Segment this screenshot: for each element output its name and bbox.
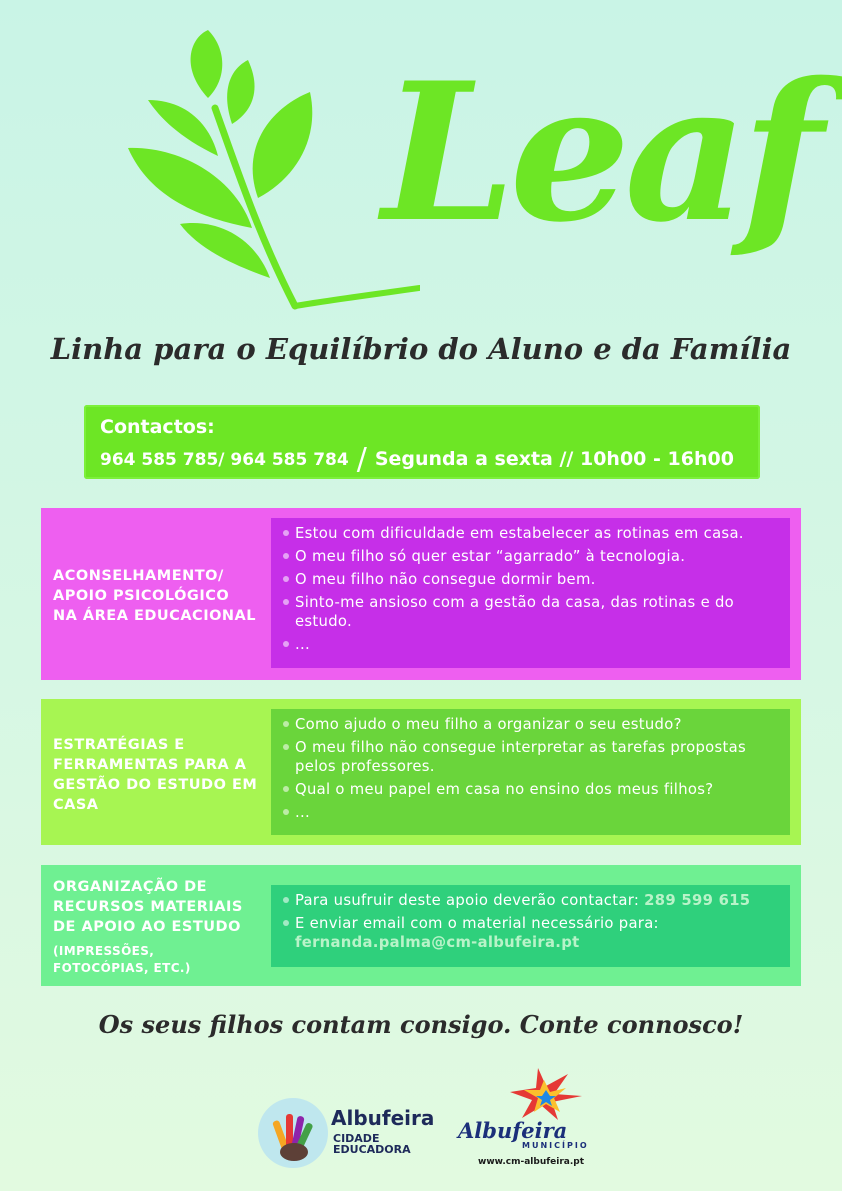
- edu-logo-subtitle: CIDADE EDUCADORA: [333, 1132, 411, 1156]
- list-item: O meu filho não consegue dormir bem.: [283, 570, 780, 589]
- contacts-hours: Segunda a sexta // 10h00 - 16h00: [374, 448, 734, 470]
- support-phone[interactable]: 289 599 615: [644, 892, 751, 909]
- list-item: Para usufruir deste apoio deverão contactar: 289 599 615: [283, 891, 780, 910]
- municipality-star-icon: [508, 1066, 584, 1122]
- list-item: O meu filho não consegue interpretar as tarefas propostas pelos professores.: [283, 738, 780, 776]
- slogan: Os seus filhos contam consigo. Conte connosco!: [98, 1010, 744, 1039]
- leaf-logo: [120, 28, 818, 318]
- list-item: Qual o meu papel em casa no ensino dos meus filhos?: [283, 780, 780, 799]
- page-subtitle: Linha para o Equilíbrio do Aluno e da Família: [50, 332, 792, 366]
- cidade-educadora-logo: [258, 1098, 328, 1168]
- hands-icon: [258, 1098, 328, 1168]
- panel-title: ESTRATÉGIAS E FERRAMENTAS PARA A GESTÃO DO ESTUDO EM CASA: [53, 737, 258, 813]
- panel-material-resources: [41, 865, 801, 986]
- panel-title: ORGANIZAÇÃO DE RECURSOS MATERIAIS DE APOIO AO ESTUDO: [53, 879, 243, 935]
- logo-wordmark: Leaf: [382, 41, 818, 264]
- contacts-box: [84, 405, 760, 479]
- municipality-url[interactable]: www.cm-albufeira.pt: [478, 1157, 585, 1167]
- municipality-logo-subtitle: MUNICÍPIO: [522, 1141, 589, 1150]
- list-item: Como ajudo o meu filho a organizar o seu estudo?: [283, 715, 780, 734]
- panel-note: (IMPRESSÕES, FOTOCÓPIAS, ETC.): [53, 944, 191, 975]
- contacts-line: [100, 442, 734, 477]
- panel-list: [271, 518, 790, 668]
- panel-list: [271, 885, 790, 967]
- panel-list: [271, 709, 790, 835]
- contacts-separator: /: [356, 442, 367, 477]
- panel-psychological-support: [41, 508, 801, 680]
- list-item: Sinto-me ansioso com a gestão da casa, das rotinas e do estudo.: [283, 593, 780, 631]
- edu-logo-name: Albufeira: [331, 1106, 435, 1130]
- list-item: ...: [283, 635, 780, 654]
- leaf-sprig-icon: [120, 28, 420, 318]
- contacts-label: Contactos:: [100, 416, 215, 438]
- contacts-phones[interactable]: 964 585 785/ 964 585 784: [100, 450, 349, 470]
- municipality-logo-name: Albufeira: [458, 1118, 568, 1143]
- list-item: ...: [283, 803, 780, 822]
- list-item: O meu filho só quer estar “agarrado” à tecnologia.: [283, 547, 780, 566]
- list-item: Estou com dificuldade em estabelecer as rotinas em casa.: [283, 524, 780, 543]
- support-email-link[interactable]: fernanda.palma@cm-albufeira.pt: [295, 934, 580, 951]
- list-item: E enviar email com o material necessário para: fernanda.palma@cm-albufeira.pt: [283, 914, 780, 952]
- panel-study-strategies: [41, 699, 801, 845]
- panel-title: ACONSELHAMENTO/ APOIO PSICOLÓGICO NA ÁREA EDUCACIONAL: [53, 568, 257, 624]
